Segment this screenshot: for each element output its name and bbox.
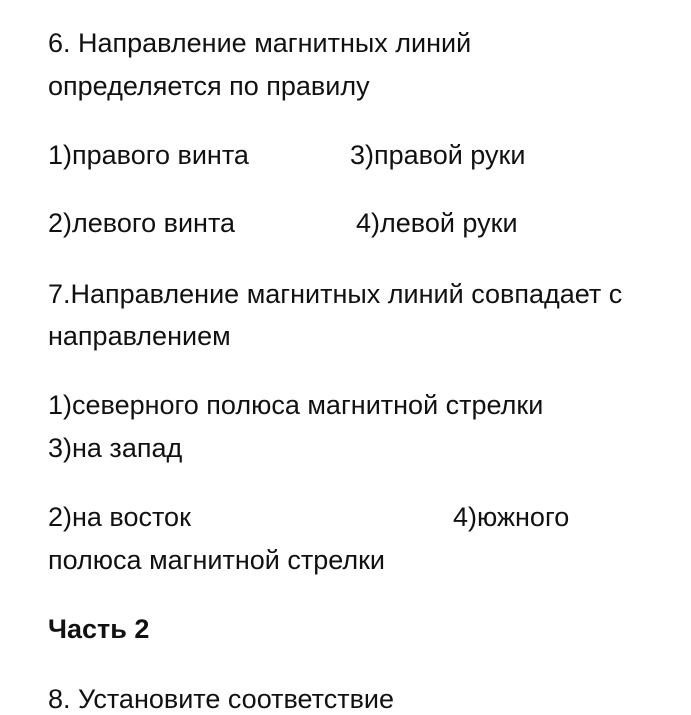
q6-option-3: 3)правой руки — [350, 140, 526, 170]
q7-question-line1: 7.Направление магнитных линий совпадает с — [48, 279, 623, 309]
q6-question-line2: определяется по правилу — [48, 71, 370, 101]
q7-option-1: 1)северного полюса магнитной стрелки — [48, 390, 544, 420]
q7-option-2: 2)на восток — [48, 502, 191, 532]
q7-option-3: 3)на запад — [48, 433, 183, 463]
q8-question-line1: 8. Установите соответствие — [48, 684, 395, 714]
q6-question-line1: 6. Направление магнитных линий — [48, 28, 472, 58]
part2-heading: Часть 2 — [48, 614, 150, 644]
q7-question-line2: направлением — [48, 321, 231, 351]
q6-option-4: 4)левой руки — [356, 208, 518, 238]
q6-option-2: 2)левого винта — [48, 208, 236, 238]
q6-option-1: 1)правого винта — [48, 140, 249, 170]
q7-option-4-part2: полюса магнитной стрелки — [48, 545, 386, 575]
q7-option-4-part1: 4)южного — [453, 502, 570, 532]
